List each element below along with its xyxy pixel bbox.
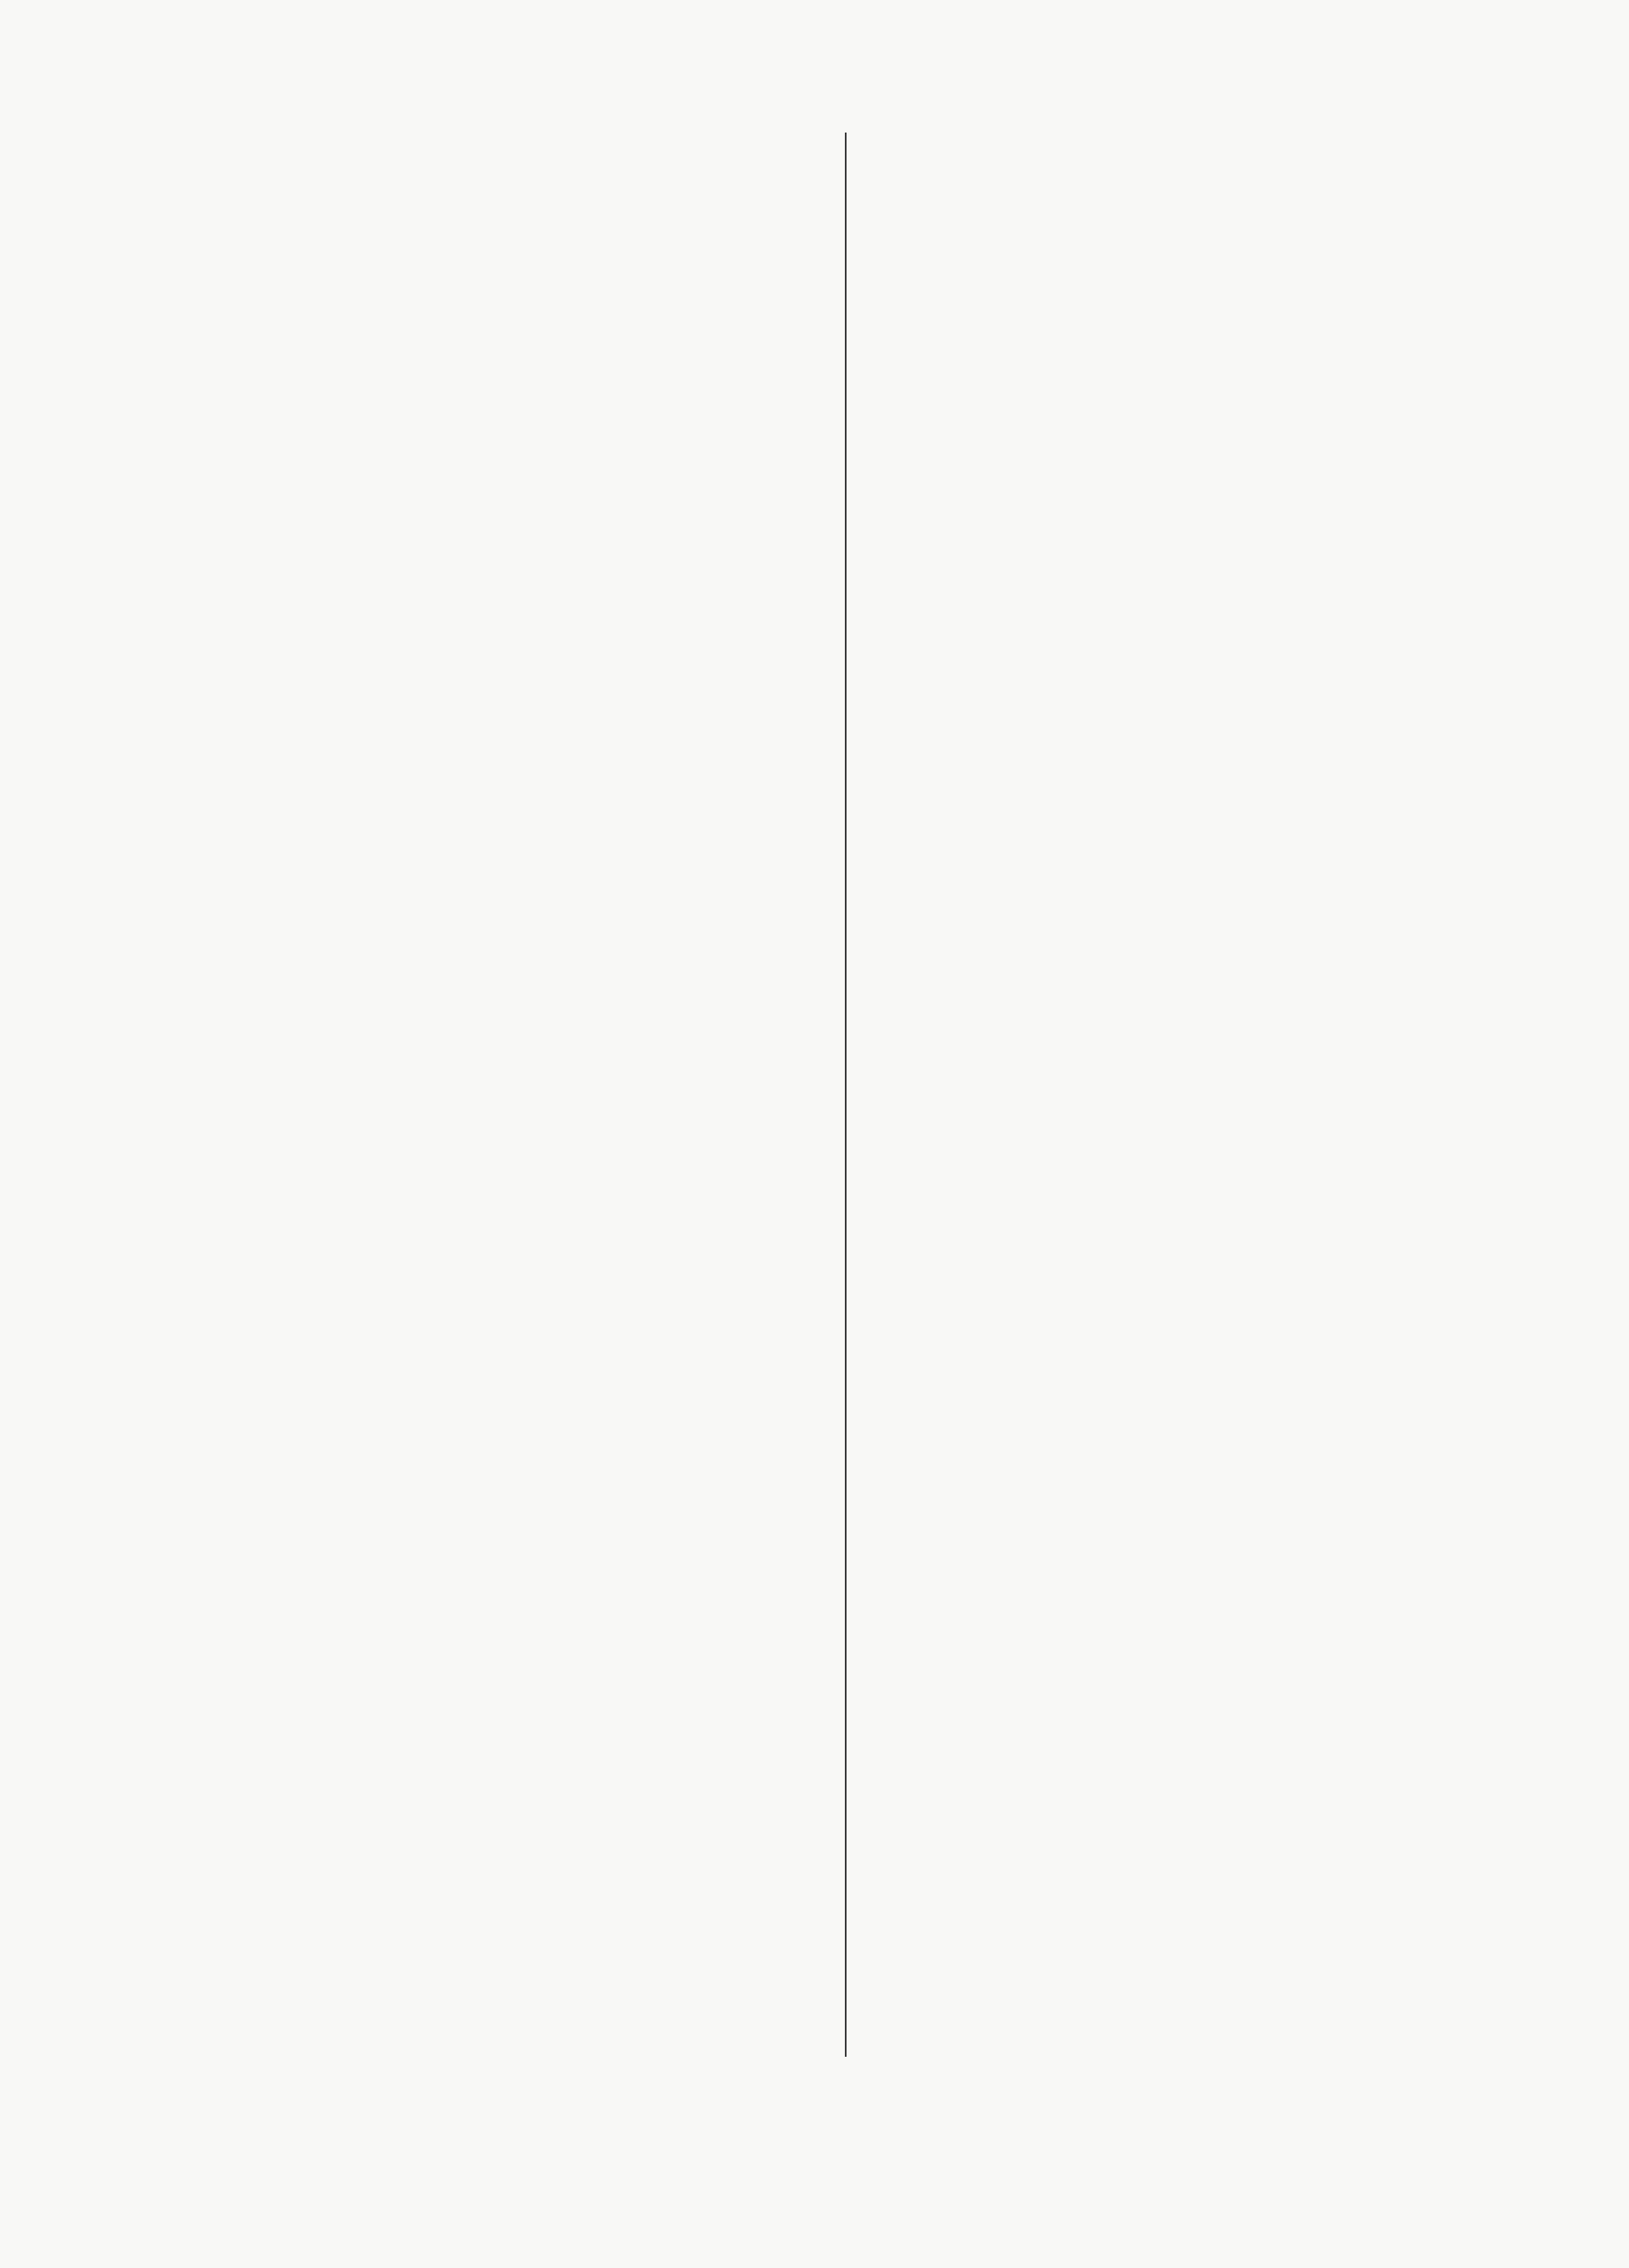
column-divider [845, 133, 847, 2057]
